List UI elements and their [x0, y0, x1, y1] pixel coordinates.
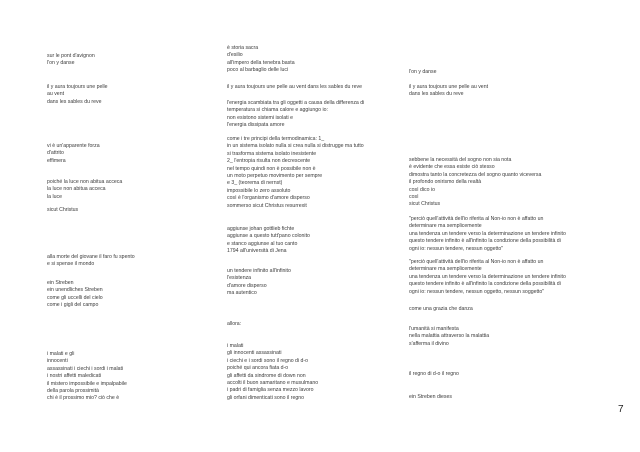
text-line: il regno di d-o il regno	[409, 371, 459, 377]
text-line: au vent	[47, 91, 65, 98]
text-line: i malati	[227, 343, 244, 349]
text-line: un tendere infinito all'infinito	[227, 268, 291, 274]
text-line: ma autentico	[227, 290, 257, 297]
text-line: 2_ l'entropia risulta non decrescente	[227, 158, 311, 165]
text-line: determinare ma semplicemente	[409, 266, 482, 273]
stanza	[409, 84, 599, 99]
text-line: così dico io	[409, 186, 435, 193]
text-line: "perciò quell'attività dell'io riferita al Non-io non è affatto un	[409, 259, 544, 265]
text-line: ein Streben dieses	[409, 394, 452, 400]
text-line: poco al barbaglio delle luci	[227, 67, 289, 74]
text-line: "perciò quell'attività dell'io riferita al Non-io non è affatto un	[409, 216, 544, 222]
stanza	[227, 343, 397, 402]
text-line: impossibile lo zero assoluto	[227, 187, 291, 194]
text-line: e stanco aggiunse al tuo canto	[227, 240, 298, 247]
text-line: effimera	[47, 157, 66, 164]
text-line: questo tendere infinito è all'infinito la condizione della possibilità di	[409, 238, 561, 245]
stanza	[227, 321, 397, 328]
text-line: all'impero della tenebra basta	[227, 59, 295, 66]
text-line: della parola prossimità	[47, 388, 99, 395]
text-line: assassinati i ciechi i sordi i malati	[47, 365, 124, 372]
stanza	[47, 53, 207, 68]
stanza	[227, 84, 397, 91]
text-line: gli innocenti assassinati	[227, 350, 282, 357]
stanza	[409, 157, 599, 209]
text-line: una tendenza un tendere verso la determinazione un tendere infinito	[409, 273, 566, 280]
text-line: nella malattia attraverso la malattia	[409, 333, 490, 340]
stanza	[47, 84, 207, 106]
text-line: il y aura toujours une pelle au vent dans les sables du reve	[227, 84, 362, 90]
text-line: la luce	[47, 193, 62, 200]
text-line: come una grazia che danza	[409, 306, 473, 312]
text-line: è evidente che essa esiste ciò stesso	[409, 164, 495, 171]
text-line: il y aura toujours une pelle	[47, 84, 108, 90]
page-number: 7	[618, 404, 624, 415]
text-line: e si spense il mondo	[47, 261, 95, 268]
stanza	[47, 207, 207, 214]
text-line: si trasforma sistema isolato inesistente	[227, 150, 317, 157]
text-line: chi è il prossimo mio? ciò che è	[47, 395, 120, 402]
text-line: alla morte del giovane il faro fu spento	[47, 254, 135, 260]
stanza	[409, 326, 599, 348]
stanza	[227, 268, 397, 298]
stanza	[227, 100, 397, 130]
text-line: sommerso sicut Christus resurrexit	[227, 202, 307, 209]
text-line: aggiunse a questo tutt'pano colonito	[227, 233, 310, 240]
text-line: una tendenza un tendere verso la determinazione un tendere infinito	[409, 230, 566, 237]
text-line: sicut Christus	[409, 201, 441, 208]
text-line: temperatura si chiama calore e aggiungo io:	[227, 107, 328, 114]
text-line: in un sistema isolato nulla si crea nulla si distrugge ma tutto	[227, 143, 364, 150]
text-line: dans les sables du reve	[47, 98, 102, 105]
stanza	[227, 226, 397, 256]
stanza	[47, 254, 207, 269]
text-line: i malati e gli	[47, 351, 75, 357]
text-line: poiché qui ancora fiata d-o	[227, 365, 289, 372]
text-line: e 3_ (teorema di nernst)	[227, 180, 283, 187]
stanza	[227, 45, 397, 75]
text-line: questo tendere infinito è all'infinito la condizione della possibilità di	[409, 281, 561, 288]
text-line: gli affetti da sindrome di down non	[227, 372, 306, 379]
text-line: il y aura toujours une pelle au vent	[409, 84, 489, 90]
text-line: gli orfani dimenticati sono il regno	[227, 394, 304, 401]
text-line: s'afferma il divino	[409, 340, 449, 347]
text-line: sebbene la necessità del sogno non sia nota	[409, 157, 512, 163]
text-line: è storia sacra	[227, 45, 259, 51]
text-line: l'esistenza	[227, 275, 252, 282]
text-line: come gli uccelli del cielo	[47, 294, 103, 301]
text-line: innocenti	[47, 358, 68, 365]
text-line: determinare ma semplicemente	[409, 223, 482, 230]
text-line: allora:	[227, 321, 242, 327]
text-line: la luce non abitua acceca	[47, 186, 106, 193]
stanza	[409, 69, 599, 76]
text-line: i nostri affetti maledicati	[47, 373, 102, 380]
text-line: d'amore disperso	[227, 282, 267, 289]
text-line: così è l'organismo d'amore disperso	[227, 195, 310, 202]
text-line: sur le pont d'avignon	[47, 53, 95, 59]
text-line: come i gigli del campo	[47, 302, 99, 309]
stanza	[47, 351, 207, 403]
text-line: come i tre principi della termodinamica: 1_	[227, 136, 325, 142]
text-line: accolti il buon samaritano e musulmano	[227, 380, 319, 387]
text-line: l'energia dissipata amore	[227, 122, 285, 129]
quote-block	[409, 216, 599, 253]
text-line: ein unendliches Streben	[47, 287, 103, 294]
text-line: l'on y danse	[47, 60, 75, 67]
text-line: l'energia scambiata tra gli oggetti a causa della differenza di	[227, 100, 365, 106]
text-line: ein Streben	[47, 280, 74, 286]
stanza	[47, 280, 207, 310]
text-line: d'esilio	[227, 52, 243, 59]
text-line: ogni io: nessun tendere, nessun oggetto"	[409, 245, 504, 252]
text-line: nel tempo quindi non è possibile non è	[227, 165, 316, 172]
text-line: sicut Christus	[47, 207, 79, 213]
text-line: aggiunse johan gottlieb fichte	[227, 226, 295, 232]
text-line: ogni io: nessun tendere, nessun oggetto, nessun soggetto"	[409, 288, 545, 295]
stanza	[47, 143, 207, 165]
text-line: poiché la luce non abitua acceca	[47, 179, 123, 185]
text-line: i ciechi e i sordi sono il regno di d-o	[227, 357, 309, 364]
stanza	[227, 136, 397, 210]
text-line: dimostra tanto la concretezza del sogno quanto viceversa	[409, 171, 542, 178]
text-line: 1794 all'università di Jena	[227, 248, 287, 255]
text-line: non esistono sistemi isolati e	[227, 114, 294, 121]
quote-block	[409, 259, 599, 296]
text-line: il profondo onirismo della realtà	[409, 179, 482, 186]
text-line: d'attrito	[47, 150, 64, 157]
stanza	[47, 179, 207, 201]
text-line: un moto perpetuo movimento per sempre	[227, 173, 323, 180]
text-line: l'on y danse	[409, 69, 437, 75]
stanza	[409, 371, 599, 378]
text-line: il mistero impossibile e impalpabile	[47, 380, 127, 387]
text-line: dans les sables du reve	[409, 91, 464, 98]
text-line: vi è un'apparente forza	[47, 143, 100, 149]
text-line: l'umanità si manifesta	[409, 326, 459, 332]
stanza	[409, 394, 599, 401]
text-line: i padri di famiglia senza mezzo lavoro	[227, 387, 314, 394]
stanza	[409, 306, 599, 313]
text-line: così	[409, 194, 419, 201]
